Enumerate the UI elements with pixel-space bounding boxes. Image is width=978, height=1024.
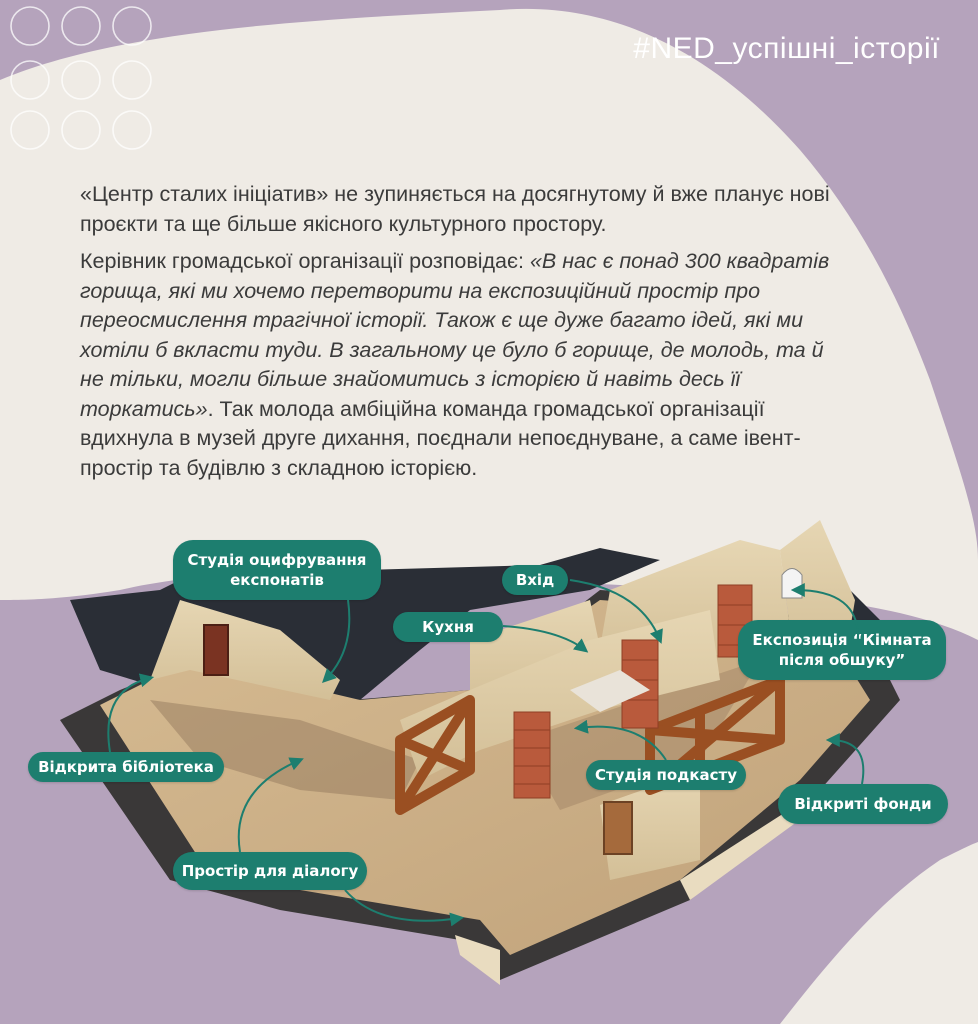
paragraph-2-intro: Керівник громадської організації розповідає: [80, 249, 530, 273]
door-left [204, 625, 228, 675]
label-podcast-studio: Студія подкасту [586, 760, 746, 790]
label-open-library: Відкрита бібліотека [28, 752, 224, 782]
chimney-left [514, 712, 550, 798]
label-exposition: Експозиція “Кімната після обшуку” [738, 620, 946, 680]
label-kitchen: Кухня [393, 612, 503, 642]
hashtag-title: #NED_успішні_історії [633, 32, 940, 65]
paragraph-1: «Центр сталих ініціатив» не зупиняється на досягнутому й вже планує нові проєкти та ще більше якісного культурного простору. [80, 182, 830, 236]
label-dialogue-space: Простір для діалогу [173, 852, 367, 890]
label-digitization-studio: Студія оцифрування експонатів [173, 540, 381, 600]
label-entrance: Вхід [502, 565, 568, 595]
paragraph-2-quote: «В нас є понад 300 квадратів горища, які ми хочемо перетворити на експозиційний простір про переосмислення трагічної історії. Також є ще дуже багато ідей, які ми хотіли б вкласти туди. В загальному це було б горище, де молодь, та й не тільки, могли більше знайомитись з історією й навіть десь її торкатись» [80, 249, 830, 421]
door-center [604, 802, 632, 854]
window [782, 569, 802, 599]
paragraph-2-outro: . Так молода амбіційна команда громадської організації вдихнула в музей друге дихання, поєднали непоєднуване, а саме івент-простір та будівлю з складною історією. [80, 396, 801, 480]
label-open-funds: Відкриті фонди [778, 784, 948, 824]
